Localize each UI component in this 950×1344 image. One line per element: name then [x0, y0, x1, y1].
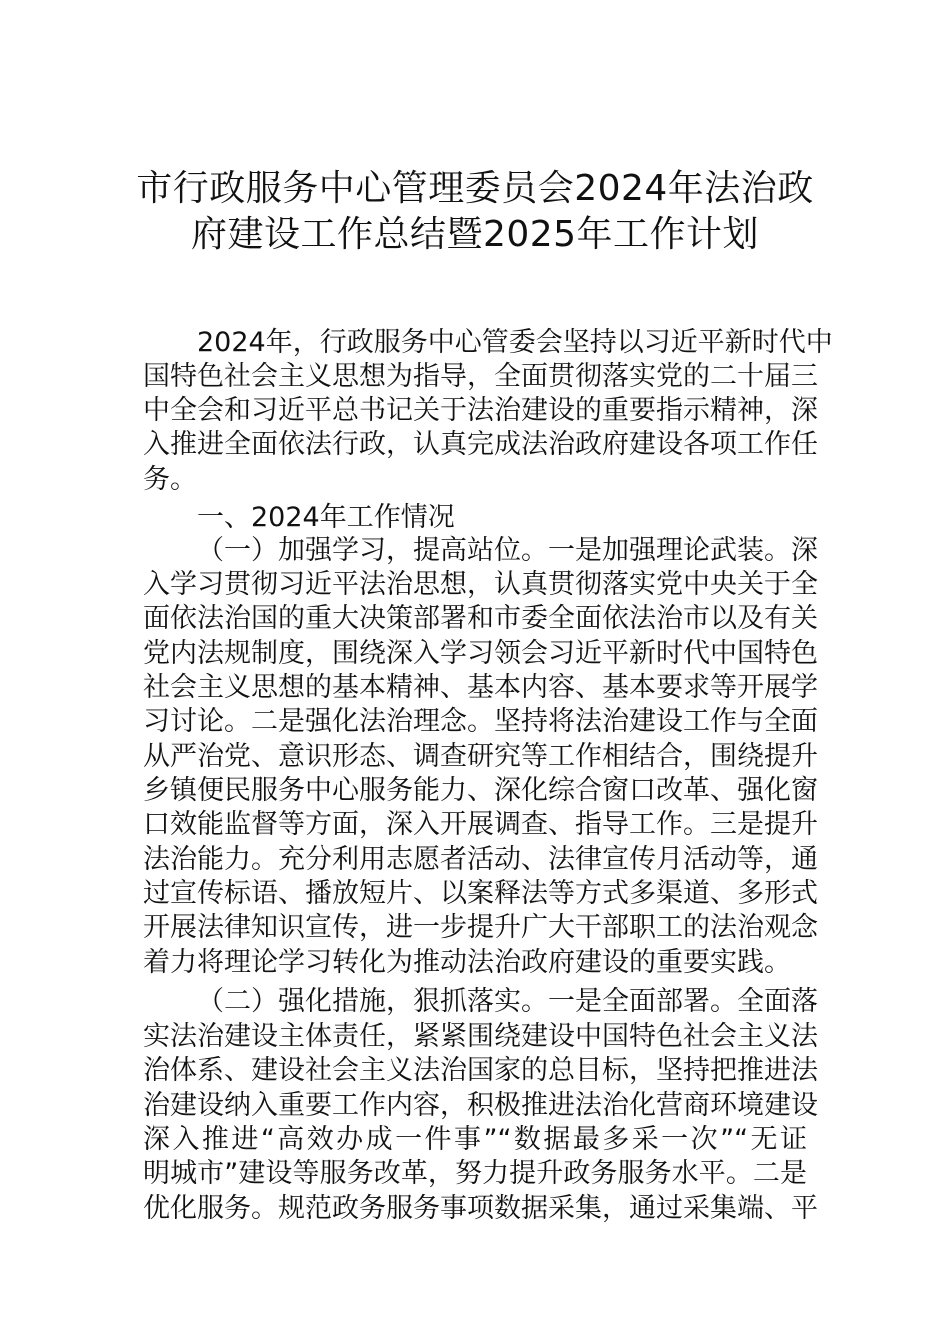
body-line-18: 开展法律知识宣传，进一步提升广大干部职工的法治观念: [143, 912, 818, 943]
body-line-11: 社会主义思想的基本精神、基本内容、基本要求等开展学: [143, 672, 818, 703]
body-line-8: 入学习贯彻习近平法治思想，认真贯彻落实党中央关于全: [143, 569, 818, 600]
body-line-3: 中全会和习近平总书记关于法治建设的重要指示精神，深: [143, 395, 818, 426]
body-line-10: 党内法规制度，围绕深入学习领会习近平新时代中国特色: [143, 638, 818, 669]
body-line-17: 过宣传标语、播放短片、以案释法等方式多渠道、多形式: [143, 878, 818, 909]
body-line-5: 务。: [143, 464, 197, 495]
body-line-9: 面依法治国的重大决策部署和市委全面依法治市以及有关: [143, 603, 818, 634]
body-line-26: 优化服务。规范政务服务事项数据采集，通过采集端、平: [143, 1193, 818, 1224]
body-line-21: 实法治建设主体责任，紧紧围绕建设中国特色社会主义法: [143, 1021, 818, 1052]
body-line-12: 习讨论。二是强化法治理念。坚持将法治建设工作与全面: [143, 706, 818, 737]
body-line-22: 治体系、建设社会主义法治国家的总目标，坚持把推进法: [143, 1055, 818, 1086]
document-title-line-2: 府建设工作总结暨2025年工作计划: [190, 214, 760, 255]
body-line-23: 治建设纳入重要工作内容，积极推进法治化营商环境建设: [143, 1090, 818, 1121]
body-line-1: 2024年，行政服务中心管委会坚持以习近平新时代中: [197, 327, 833, 358]
body-line-14: 乡镇便民服务中心服务能力、深化综合窗口改革、强化窗: [143, 775, 818, 806]
body-line-24: 深入推进“高效办成一件事”“数据最多采一次”“无证: [143, 1124, 807, 1155]
body-line-20: （二）强化措施，狠抓落实。一是全面部署。全面落: [197, 986, 818, 1017]
body-line-7: （一）加强学习，提高站位。一是加强理论武装。深: [197, 535, 818, 566]
body-line-15: 口效能监督等方面，深入开展调查、指导工作。三是提升: [143, 809, 818, 840]
body-line-13: 从严治党、意识形态、调查研究等工作相结合，围绕提升: [143, 741, 818, 772]
body-line-2: 国特色社会主义思想为指导，全面贯彻落实党的二十届三: [143, 361, 818, 392]
body-line-19: 着力将理论学习转化为推动法治政府建设的重要实践。: [143, 947, 791, 978]
body-line-25: 明城市”建设等服务改革，努力提升政务服务水平。二是: [143, 1158, 807, 1189]
document-title-line-1: 市行政服务中心管理委员会2024年法治政: [136, 168, 814, 209]
body-line-4: 入推进全面依法行政，认真完成法治政府建设各项工作任: [143, 429, 818, 460]
section-heading-1: 一、2024年工作情况: [197, 502, 455, 533]
body-line-16: 法治能力。充分利用志愿者活动、法律宣传月活动等，通: [143, 844, 818, 875]
